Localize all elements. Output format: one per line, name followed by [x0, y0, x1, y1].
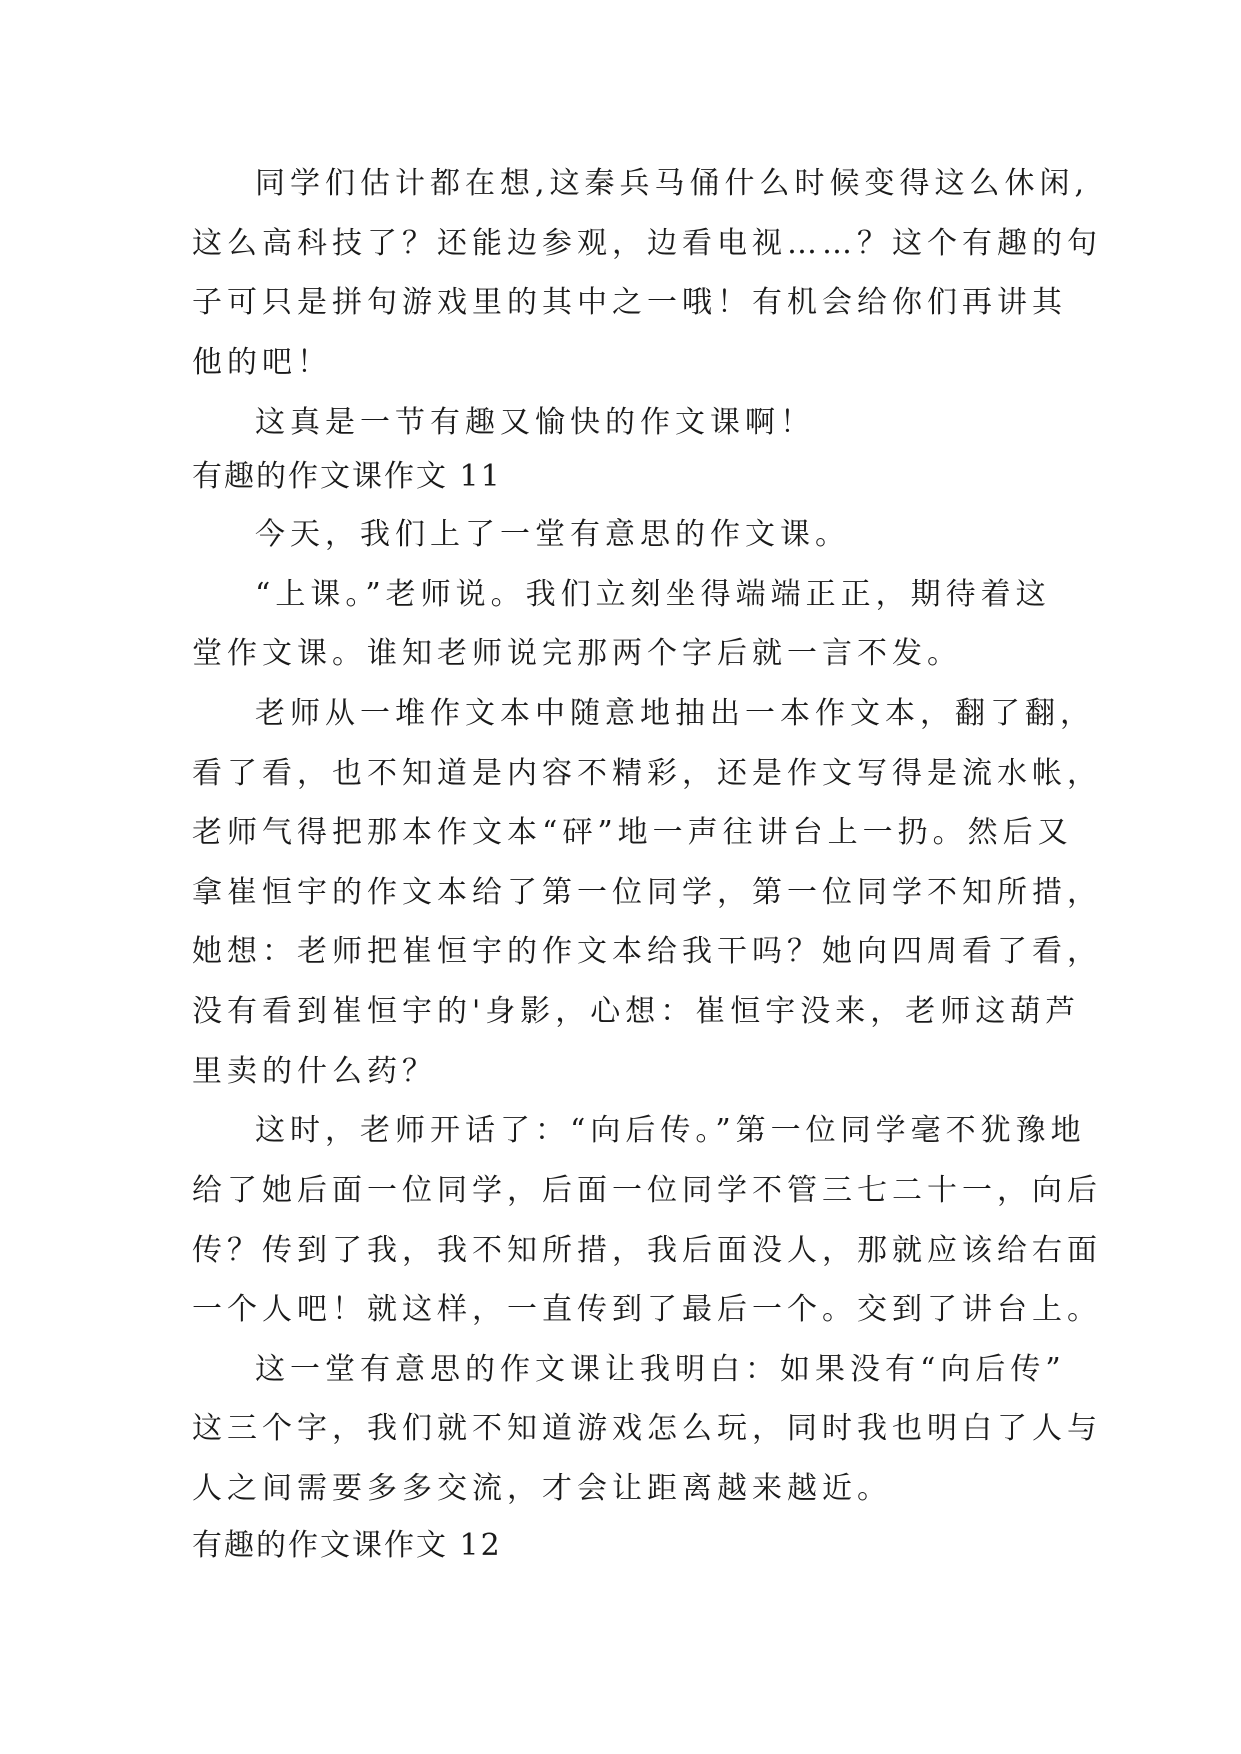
paragraph-line: 人之间需要多多交流，才会让距离越来越近。: [192, 1471, 892, 1506]
paragraph-line: “上课。”老师说。我们立刻坐得端端正正，期待着这: [255, 577, 1051, 612]
paragraph-line: 拿崔恒宇的作文本给了第一位同学，第一位同学不知所措，: [192, 875, 1102, 910]
paragraph-line: 传？传到了我，我不知所措，我后面没人，那就应该给右面: [192, 1233, 1102, 1268]
paragraph-line: 老师气得把那本作文本“砰”地一声往讲台上一扔。然后又: [192, 815, 1073, 850]
section-heading: 有趣的作文课作文 11: [192, 459, 502, 494]
paragraph-line: 这时，老师开话了：“向后传。”第一位同学毫不犹豫地: [255, 1113, 1086, 1148]
paragraph-line: 里卖的什么药？: [192, 1054, 437, 1089]
paragraph-line: 堂作文课。谁知老师说完那两个字后就一言不发。: [192, 636, 962, 671]
paragraph-line: 这真是一节有趣又愉快的作文课啊！: [255, 405, 815, 440]
paragraph-line: 今天，我们上了一堂有意思的作文课。: [255, 517, 850, 552]
paragraph-line: 同学们估计都在想,这秦兵马俑什么时候变得这么休闲,: [255, 166, 1090, 201]
paragraph-line: 给了她后面一位同学，后面一位同学不管三七二十一，向后: [192, 1173, 1102, 1208]
paragraph-line: 这一堂有意思的作文课让我明白：如果没有“向后传”: [255, 1352, 1066, 1387]
paragraph-line: 子可只是拼句游戏里的其中之一哦！有机会给你们再讲其: [192, 285, 1067, 320]
paragraph-line: 这么高科技了？还能边参观，边看电视……？这个有趣的句: [192, 226, 1102, 261]
paragraph-line: 看了看，也不知道是内容不精彩，还是作文写得是流水帐，: [192, 756, 1102, 791]
paragraph-line: 没有看到崔恒宇的'身影，心想：崔恒宇没来，老师这葫芦: [192, 994, 1081, 1029]
paragraph-line: 她想：老师把崔恒宇的作文本给我干吗？她向四周看了看，: [192, 934, 1102, 969]
paragraph-line: 这三个字，我们就不知道游戏怎么玩，同时我也明白了人与: [192, 1411, 1102, 1446]
section-heading: 有趣的作文课作文 12: [192, 1528, 502, 1563]
paragraph-line: 一个人吧！就这样，一直传到了最后一个。交到了讲台上。: [192, 1292, 1102, 1327]
paragraph-line: 他的吧！: [192, 345, 332, 380]
paragraph-line: 老师从一堆作文本中随意地抽出一本作文本，翻了翻，: [255, 696, 1095, 731]
